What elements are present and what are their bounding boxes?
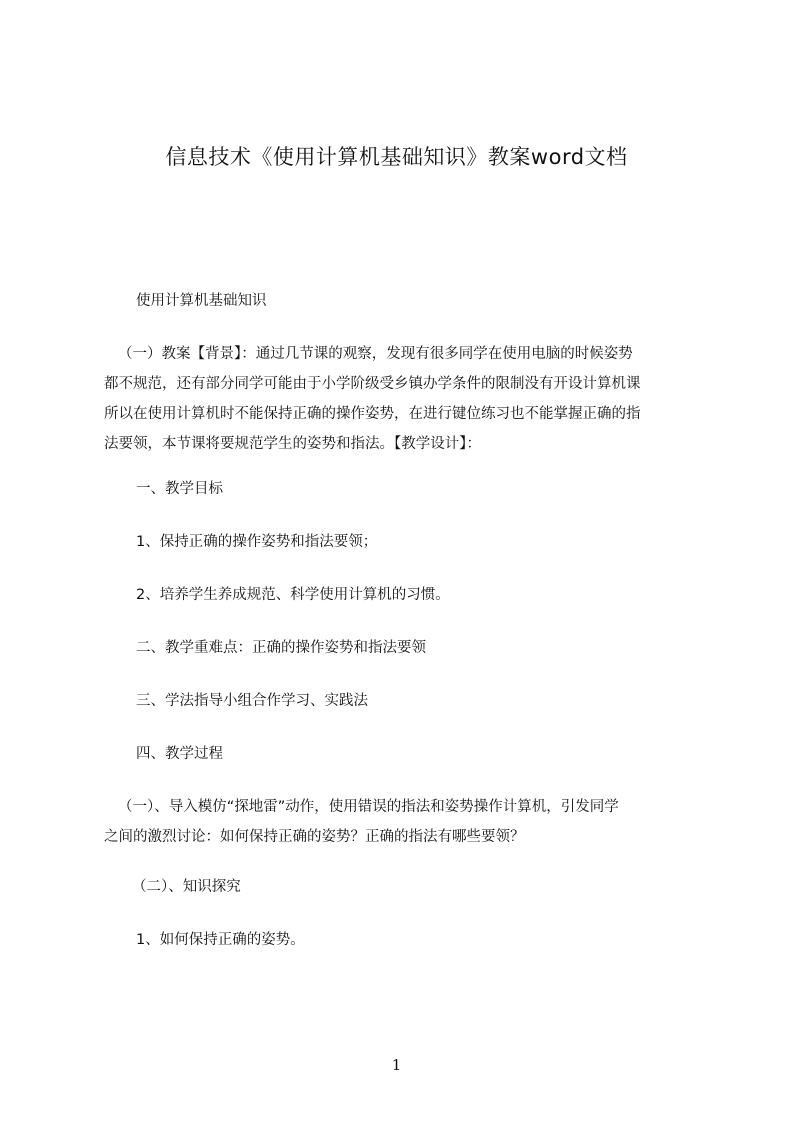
background-line: 都不规范，还有部分同学可能由于小学阶级受乡镇办学条件的限制没有开设计算机课 <box>104 376 641 392</box>
background-line: 所以在使用计算机时不能保持正确的操作姿势，在进行键位练习也不能掌握正确的指 <box>104 406 641 422</box>
background-line: 法要领，本节课将要规范学生的姿势和指法。【教学设计】： <box>104 436 481 452</box>
intro-paragraph <box>104 792 704 852</box>
section-heading: 二、教学重难点：正确的操作姿势和指法要领 <box>136 640 426 656</box>
background-paragraph <box>104 339 704 459</box>
section-heading: 一、教学目标 <box>136 481 223 497</box>
goal-item: 1、保持正确的操作姿势和指法要领； <box>136 534 378 550</box>
section-heading: 三、学法指导小组合作学习、实践法 <box>136 693 368 709</box>
page-number: 1 <box>391 1056 402 1074</box>
intro-line: 之间的激烈讨论：如何保持正确的姿势？正确的指法有哪些要领？ <box>104 829 525 845</box>
background-line: （一）教案【背景】：通过几节课的观察，发现有很多同学在使用电脑的时候姿势 <box>118 346 633 362</box>
list-item: 1、如何保持正确的姿势。 <box>136 932 305 948</box>
goal-item: 2、培养学生养成规范、科学使用计算机的习惯。 <box>136 587 450 603</box>
subsection-heading: （二）、知识探究 <box>132 879 241 895</box>
section-heading: 四、教学过程 <box>136 746 223 762</box>
intro-line: （一）、导入模仿“探地雷”动作，使用错误的指法和姿势操作计算机，引发同学 <box>118 799 619 815</box>
heading-text: 使用计算机基础知识 <box>136 293 267 309</box>
document-title: 信息技术《使用计算机基础知识》教案word文档 <box>165 145 628 169</box>
